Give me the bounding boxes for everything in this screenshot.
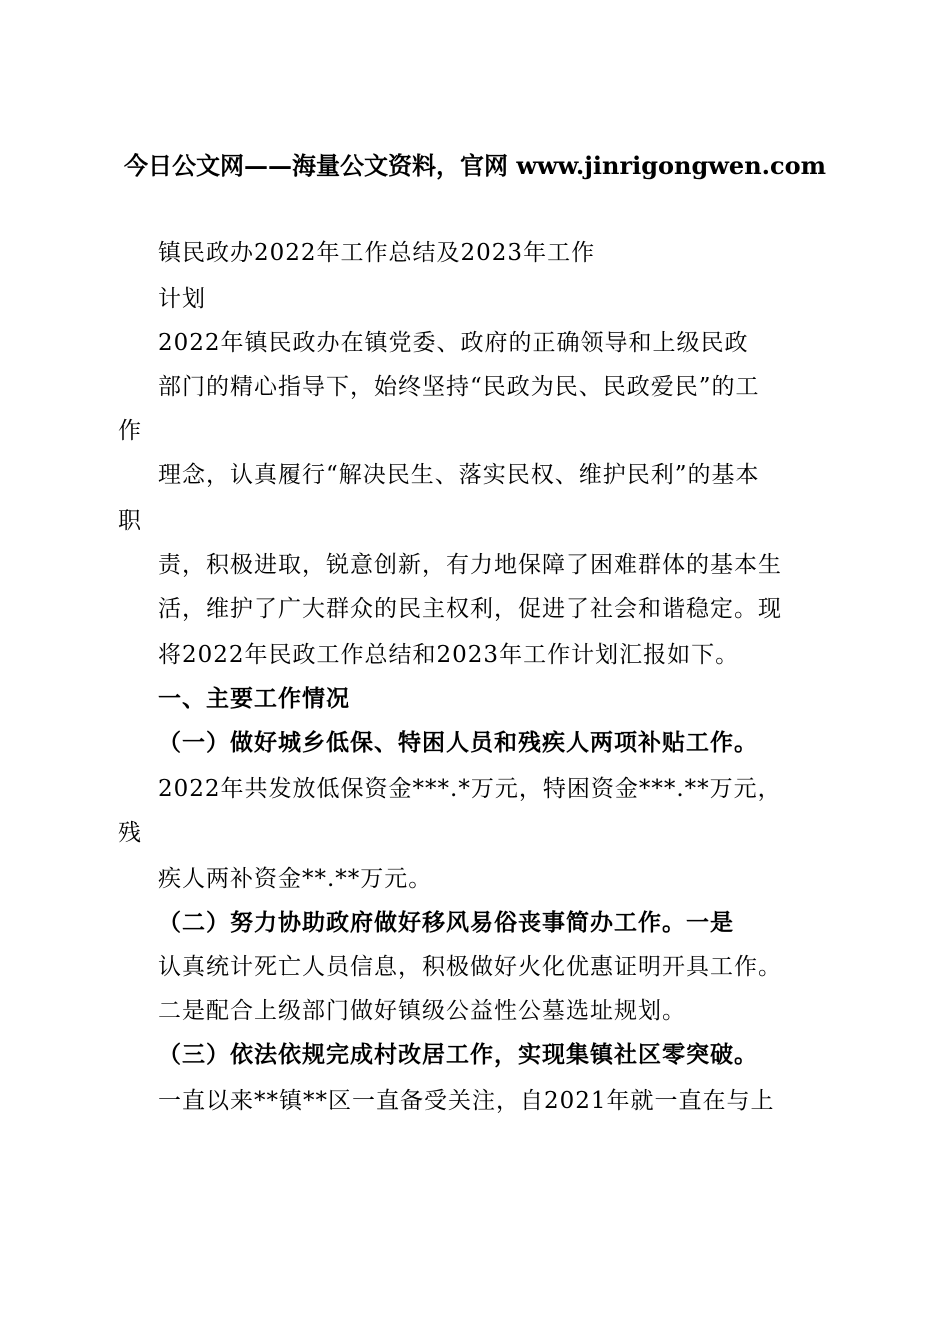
body-line: 作 [118,418,142,444]
body-line: 2022年镇民政办在镇党委、政府的正确领导和上级民政 [158,330,749,356]
section-heading: 一、主要工作情况 [158,685,350,712]
body-line: 理念，认真履行“解决民生、落实民权、维护民利”的基本 [158,462,760,488]
document-title-line-2: 计划 [158,286,206,312]
body-line: 活，维护了广大群众的民主权利，促进了社会和谐稳定。现 [158,596,782,622]
subsection-heading-1: （一）做好城乡低保、特困人员和残疾人两项补贴工作。 [158,729,758,756]
body-line: 认真统计死亡人员信息，积极做好火化优惠证明开具工作。 [158,954,782,980]
body-line: 责，积极进取，锐意创新，有力地保障了困难群体的基本生 [158,552,782,578]
subsection-heading-3: （三）依法依规完成村改居工作，实现集镇社区零突破。 [158,1041,758,1068]
subsection-heading-2: （二）努力协助政府做好移风易俗丧事简办工作。一是 [158,909,734,936]
body-line: 一直以来**镇**区一直备受关注，自2021年就一直在与上 [158,1088,775,1114]
body-line: 残 [118,820,142,846]
body-line: 将2022年民政工作总结和2023年工作计划汇报如下。 [158,642,740,668]
body-line: 疾人两补资金**.**万元。 [158,866,433,892]
body-line: 2022年共发放低保资金***.*万元，特困资金***.**万元， [158,776,782,802]
body-line: 部门的精心指导下，始终坚持“民政为民、民政爱民”的工 [158,374,760,400]
body-line: 二是配合上级部门做好镇级公益性公墓选址规划。 [158,998,686,1024]
document-title-line-1: 镇民政办2022年工作总结及2023年工作 [158,240,596,266]
site-header: 今日公文网——海量公文资料，官网 www.jinrigongwen.com [123,151,827,180]
body-line: 职 [118,508,142,534]
